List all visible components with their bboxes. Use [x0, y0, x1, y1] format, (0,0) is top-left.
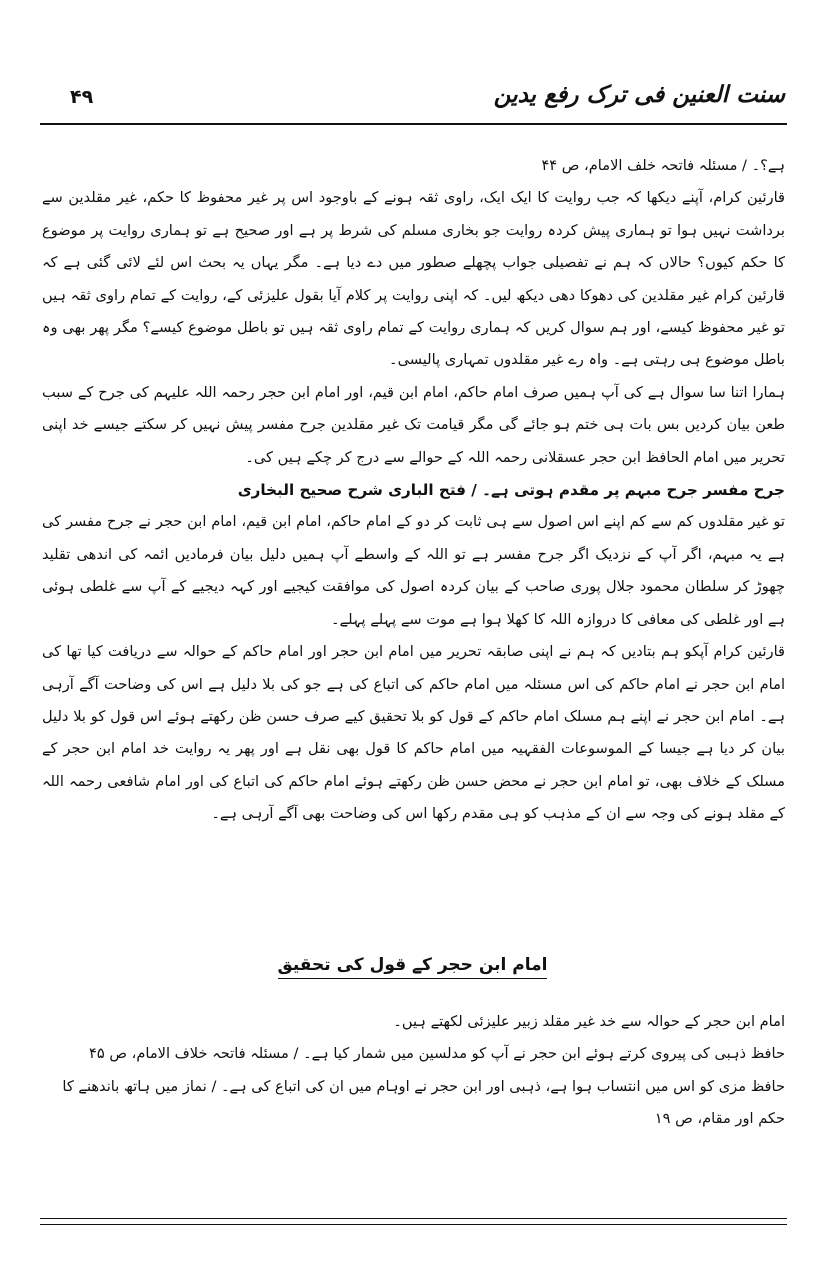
paragraph: قارئین کرام آپکو ہم بتادیں کہ ہم نے اپنی صابقہ تحریر میں امام ابن حجر اور امام حاکم کے حوالہ سے دریافت کیا تھا کی امام ابن حجر نے امام حاکم کی اس مسئلہ میں امام حاکم کی اتباع کی ہے جو کی بلا دلیل ہے اس کی وضاحت آگے آرہی ہے۔ امام ابن حجر نے اپنے ہم مسلک امام حاکم کے قول کو بلا تحقیق کیے صرف حسن ظن رکھتے ہوئے اس قول کو بلا دلیل بیان کر دیا ہے جیسا کے الموسوعات الفقہیہ میں امام حاکم کا قول بھی نقل ہے اور پھر یہ روایت خد امام ابن حجر کے مسلک کے خلاف بھی، تو امام ابن حجر نے محض حسن ظن رکھتے ہوئے امام حاکم کی اتباع کی اور امام شافعی رحمہ اللہ کے مقلد ہونے کی وجہ سے ان کے مذہب کو ہی مقدم رکھا اس کی وضاحت بھی آگے آرہی ہے۔: [42, 643, 785, 823]
section-body: [42, 1006, 785, 1136]
page-number: ۴۹: [70, 86, 94, 108]
footer-rule: [40, 1218, 787, 1219]
section-line: حافظ مزی کو اس میں انتساب ہوا ہے، ذہبی اور ابن حجر نے اوہام میں ان کی اتباع کی ہے۔ / نماز میں ہاتھ باندھنے کا حکم اور مقام، ص ۱۹: [62, 1077, 785, 1128]
main-text: [42, 150, 785, 831]
section-heading-text: امام ابن حجر کے قول کی تحقیق: [278, 954, 548, 979]
section-line: حافظ ذہبی کی پیروی کرتے ہوئے ابن حجر نے آپ کو مدلسین میں شمار کیا ہے۔ / مسئلہ فاتحہ خلاف الامام، ص ۴۵: [89, 1045, 785, 1063]
paragraph: ہے؟۔ / مسئلہ فاتحہ خلف الامام، ص ۴۴: [541, 157, 785, 174]
book-title: سنت العنین فی ترک رفع یدین: [493, 82, 785, 108]
footer-rule-double: [40, 1224, 787, 1225]
inline-heading: جرح مفسر جرح مبہم پر مقدم ہوتی ہے۔ / فتح الباری شرح صحیح البخاری: [237, 481, 785, 500]
section-line: امام ابن حجر کے حوالہ سے خد غیر مقلد زبیر علیزئی لکھتے ہیں۔: [393, 1013, 785, 1030]
paragraph: تو غیر مقلدوں کم سے کم اپنے اس اصول سے ہی ثابت کر دو کے امام حاکم، امام ابن قیم، امام ابن حجر نے جرح مفسر کی ہے یہ مبہم، اگر آپ کے نزدیک اگر جرح مفسر ہے تو اللہ کے واسطے آپ ہمیں دلیل بیان فرمادیں ائمہ کی اندھی تقلید چھوڑ کر سلطان محمود جلال پوری صاحب کے بیان کردہ اصول کی موافقت کیجیے اور کہہ دیجیے کے آپ سے غلطی ہوئی ہے اور غلطی کی معافی کا دروازہ اللہ کا کھلا ہوا ہے موت سے پہلے پہلے۔: [42, 513, 785, 628]
paragraph: قارئین کرام، آپنے دیکھا کہ جب روایت کا ایک ایک، راوی ثقہ ہونے کے باوجود اس پر غیر محفوظ کا حکم، غیر مقلدین سے برداشت نہیں ہوا تو ہماری پیش کردہ روایت جو بخاری مسلم کی شرط پر ہے اور صحیح ہے تو ہماری روایت پر موضوع کا حکم کیوں؟ حالاں کہ ہم نے تفصیلی جواب پچھلے صطور میں دے دیا ہے۔ مگر یہاں یہ بحث اس لئے لائی گئی ہے کہ قارئین کرام غیر مقلدین کی دھوکا دھی دیکھ لیں۔ کہ اپنی روایت پر کلام آیا بقول علیزئی کے، روایت کے تمام راوی ثقہ ہیں تو غیر محفوظ کیسے، اور ہم سوال کریں کہ ہماری روایت کے تمام راوی ثقہ ہیں تو باطل موضوع کیسے؟ مگر پھر بھی وہ باطل موضوع ہی رہتی ہے۔ واہ رے غیر مقلدوں تمہاری پالیسی۔: [42, 189, 785, 369]
section-heading: [0, 954, 825, 979]
header-rule: [40, 123, 787, 125]
paragraph: ہمارا اتنا سا سوال ہے کی آپ ہمیں صرف امام حاکم، امام ابن قیم، اور امام ابن حجر رحمہ اللہ علیہم کی جرح کے سبب طعن بیان کردیں بس بات ہی ختم ہو جائے گی مگر قیامت تک غیر مقلدین جرح مفسر پیش نہیں کر سکتے جیسے خد اپنی تحریر میں امام الحافظ ابن حجر عسقلانی رحمہ اللہ کے حوالے سے درج کر چکے ہیں کی۔: [42, 383, 785, 466]
page-header: [40, 82, 785, 122]
